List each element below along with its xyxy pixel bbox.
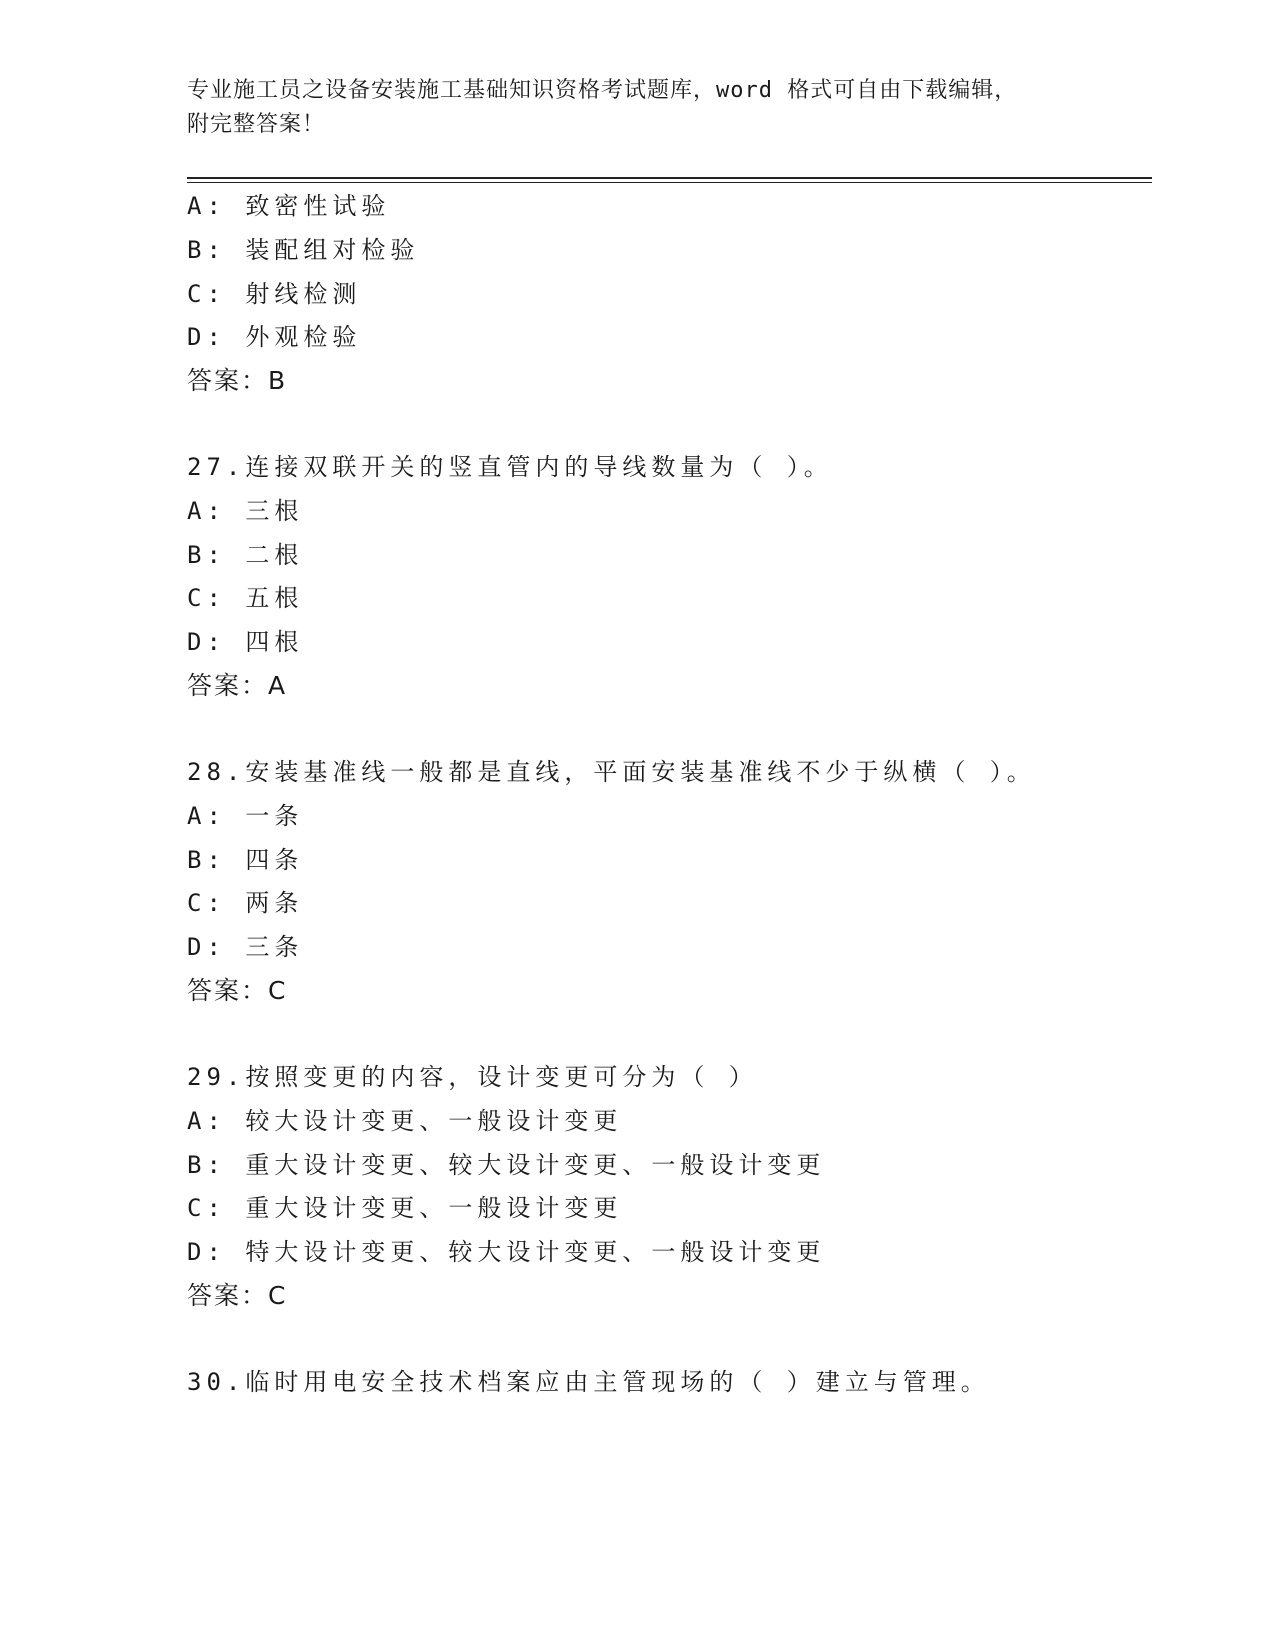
q26-answer: 答案：B [187, 366, 288, 395]
q29-option-b: B: 重大设计变更、较大设计变更、一般设计变更 [187, 1151, 826, 1179]
q29-answer: 答案：C [187, 1281, 288, 1310]
header-divider-thin [187, 182, 1152, 183]
q26-option-a: A: 致密性试验 [187, 192, 391, 220]
q28-option-b: B: 四条 [187, 846, 304, 874]
q29-option-a: A: 较大设计变更、一般设计变更 [187, 1107, 623, 1135]
q28-answer: 答案：C [187, 976, 288, 1005]
q26-option-b: B: 装配组对检验 [187, 236, 420, 264]
q26-option-c: C: 射线检测 [187, 280, 362, 308]
q29-option-d: D: 特大设计变更、较大设计变更、一般设计变更 [187, 1238, 826, 1266]
q27-option-c: C: 五根 [187, 584, 304, 612]
q28-option-a: A: 一条 [187, 802, 304, 830]
document-header [187, 74, 1087, 142]
header-line-2: 附完整答案！ [187, 112, 326, 137]
q29-question: 29.按照变更的内容，设计变更可分为（ ） [187, 1063, 758, 1091]
q27-option-d: D: 四根 [187, 628, 304, 656]
q29-option-c: C: 重大设计变更、一般设计变更 [187, 1194, 623, 1222]
header-divider-thick [187, 177, 1152, 179]
q28-option-d: D: 三条 [187, 933, 304, 961]
q26-option-d: D: 外观检验 [187, 323, 362, 351]
q27-option-b: B: 二根 [187, 541, 304, 569]
document-page [187, 0, 1152, 1650]
q27-answer: 答案：A [187, 671, 288, 700]
q27-question: 27.连接双联开关的竖直管内的导线数量为（ ）。 [187, 453, 833, 481]
q28-option-c: C: 两条 [187, 889, 304, 917]
q27-option-a: A: 三根 [187, 497, 304, 525]
header-line-1: 专业施工员之设备安装施工基础知识资格考试题库，word 格式可自由下载编辑， [187, 78, 1018, 103]
q30-question: 30.临时用电安全技术档案应由主管现场的（ ）建立与管理。 [187, 1368, 990, 1396]
q28-question: 28.安装基准线一般都是直线，平面安装基准线不少于纵横（ ）。 [187, 758, 1036, 786]
